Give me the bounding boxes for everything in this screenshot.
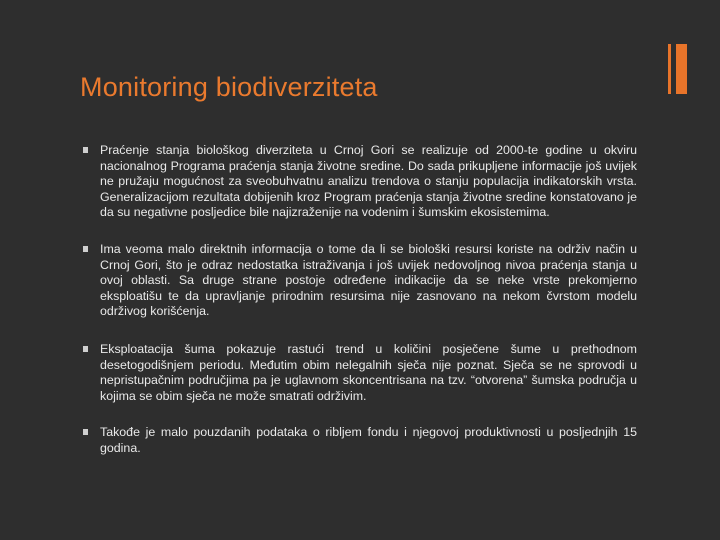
slide-title: Monitoring biodiverziteta [80, 72, 378, 102]
square-bullet-icon [83, 346, 88, 352]
bullet-text: Eksploatacija šuma pokazuje rastući trend u količini posječene šume u prethodnom desetogodišnjem periodu. Međutim obim nelegalnih sječa nije poznat. Sječa se ne sprovodi u nepristupačnim područjima pa je uglavnom skoncentrisana na tzv. “otvorena” šumska područja u kojima se obim sječa ne može smatrati održivim. [100, 341, 637, 403]
square-bullet-icon [83, 429, 88, 435]
bullet-text: Takođe je malo pouzdanih podataka o ribljem fondu i njegovoj produktivnosti u posljednjih 15 godina. [100, 425, 637, 455]
square-bullet-icon [83, 246, 88, 252]
accent-bar-thin [668, 44, 671, 94]
bullet-text: Praćenje stanja biološkog diverziteta u Crnoj Gori se realizuje od 2000-te godine u okviru nacionalnog Programa praćenja stanja životne sredine. Do sada prikupljene informacije još uvijek ne pružaju mogućnost za sveobuhvatnu analizu trendova o stanju populacija indikatorskih vrsta. Generalizacijom rezultata dobijenih kroz Program praćenja stanja životne sredine konstatovano je da su negativne posljedice bile najizraženije na vodenim i šumskim ekosistemima. [100, 143, 637, 220]
bullet-item [80, 143, 637, 221]
bullet-text: Ima veoma malo direktnih informacija o tome da li se biološki resursi koriste na održiv način u Crnoj Gori, što je odraz nedostatka istraživanja i još uvijek nedovoljnog nivoa praćenja stanja u ovoj oblasti. Sa druge strane postoje određene indikacije da se neke vrste prekomjerno eksploatišu te da upravljanje prirodnim resursima nije zasnovano na nekom čvrstom modelu održivog korišćenja. [100, 241, 637, 319]
bullet-list [80, 143, 637, 476]
bullet-item [80, 425, 637, 456]
accent-bar-thick [676, 44, 687, 94]
bullet-item [80, 342, 637, 404]
square-bullet-icon [83, 147, 88, 153]
bullet-item [80, 242, 637, 320]
